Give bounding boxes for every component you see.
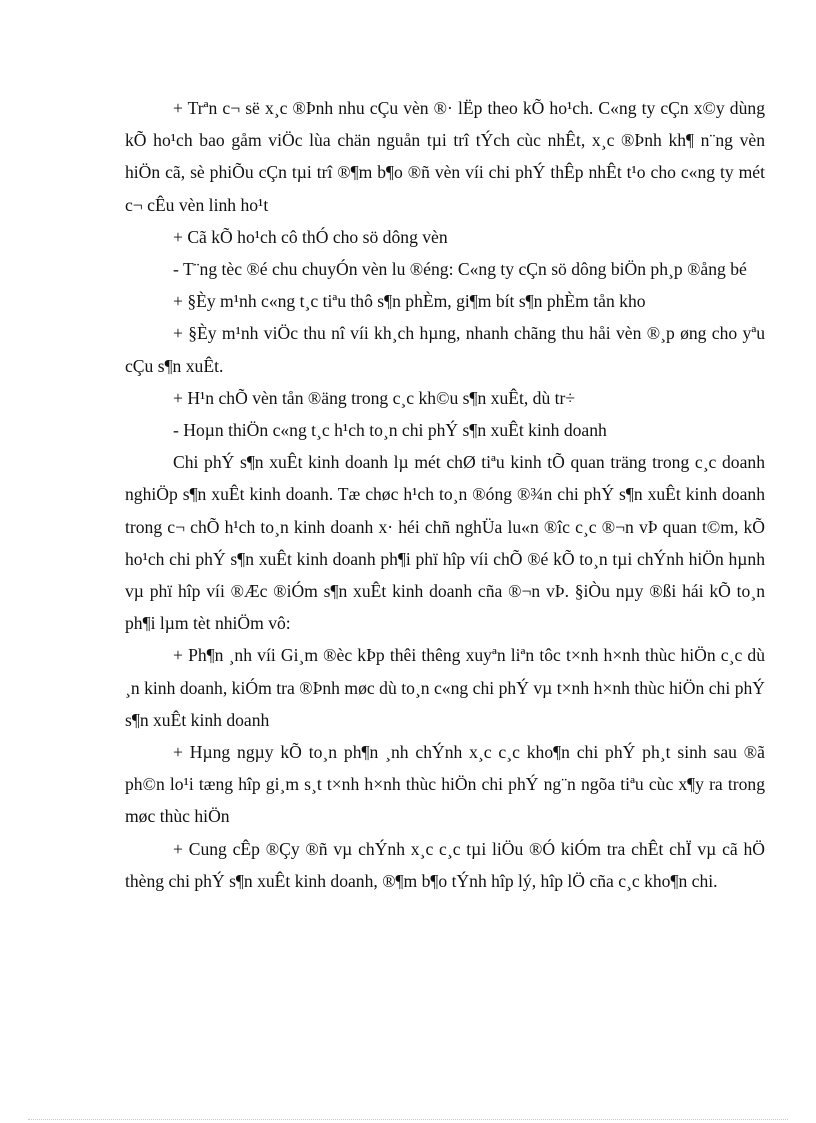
paragraph-cost-accounting: - Hoµn thiÖn c«ng t¸c h¹ch to¸n chi phÝ s¶n xuÊt kinh doanh — [173, 420, 607, 441]
paragraph-product-sales: + §Èy m¹nh c«ng t¸c tiªu thô s¶n phÈm, gi¶m bít s¶n phÈm tån kho — [173, 291, 646, 312]
paragraph-capital-plan: + Trªn c¬ së x¸c ®Þnh nhu cÇu vèn ®· lËp theo kÕ ho¹ch. C«ng ty cÇn x©y dùng kÕ ho¹ch bao gåm viÖc lùa chän nguån tµi trî tÝch cùc nhÊt, x¸c ®Þnh kh¶ n¨ng vèn hiÖn cã, sè phiÕu cÇn tµi trî ®¶m b¶o ®ñ vèn víi chi phÝ thÊp nhÊt t¹o cho c«ng ty mét c¬ cÊu vèn linh ho¹t — [125, 98, 765, 215]
paragraph-limit-stagnant-capital: + H¹n chÕ vèn tån ®äng trong c¸c kh©u s¶n xuÊt, dù tr÷ — [173, 387, 576, 408]
paragraph-report-to-director: + Ph¶n ¸nh víi Gi¸m ®èc kÞp thêi thêng xuyªn liªn tôc t×nh h×nh thùc hiÖn c¸c dù ¸n kinh doanh, kiÓm tra ®Þnh møc dù to¸n c«ng chi phÝ vµ t×nh h×nh thùc hiÖn chi phÝ s¶n xuÊt kinh doanh — [125, 645, 765, 730]
page-bottom-divider — [28, 1119, 788, 1120]
paragraph-daily-accounting: + Hµng ngµy kÕ to¸n ph¶n ¸nh chÝnh x¸c c¸c kho¶n chi phÝ ph¸t sinh sau ®ã ph©n lo¹i tæng hîp gi¸m s¸t t×nh h×nh thùc hiÖn chi phÝ ng¨n ngõa tiªu cùc x¶y ra trong møc thùc hiÖn — [125, 742, 765, 827]
paragraph-provide-documents: + Cung cÊp ®Çy ®ñ vµ chÝnh x¸c c¸c tµi liÖu ®Ó kiÓm tra chÊt chÏ vµ cã hÖ thèng chi phÝ s¶n xuÊt kinh doanh, ®¶m b¶o tÝnh hîp lý, hîp lÖ cña c¸c kho¶n chi. — [125, 838, 765, 891]
paragraph-production-costs: Chi phÝ s¶n xuÊt kinh doanh lµ mét chØ tiªu kinh tÕ quan träng trong c¸c doanh nghiÖp s¶n xuÊt kinh doanh. Tæ chøc h¹ch to¸n ®óng ®¾n chi phÝ s¶n xuÊt kinh doanh trong c¬ chÕ h¹ch to¸n kinh doanh x· héi chñ nghÜa lu«n ®îc c¸c ®¬n vÞ quan t©m, kÕ ho¹ch chi phÝ s¶n xuÊt kinh doanh ph¶i phï hîp víi chÕ ®é kÕ to¸n tµi chÝnh hiÖn hµnh vµ phï hîp víi ®Æc ®iÓm s¶n xuÊt kinh doanh cña ®¬n vÞ. §iÒu nµy ®ßi hái kÕ to¸n ph¶i lµm tèt nhiÖm vô: — [125, 452, 765, 634]
paragraph-turnover-speed: - T¨ng tèc ®é chu chuyÓn vèn lu ®éng: C«ng ty cÇn sö dông biÖn ph¸p ®ång bé — [173, 259, 747, 280]
body-text — [125, 92, 765, 897]
paragraph-debt-collection: + §Èy m¹nh viÖc thu nî víi kh¸ch hµng, nhanh chãng thu håi vèn ®¸p øng cho yªu cÇu s¶n xuÊt. — [125, 323, 765, 376]
paragraph-usage-plan: + Cã kÕ ho¹ch cô thÓ cho sö dông vèn — [173, 226, 448, 247]
